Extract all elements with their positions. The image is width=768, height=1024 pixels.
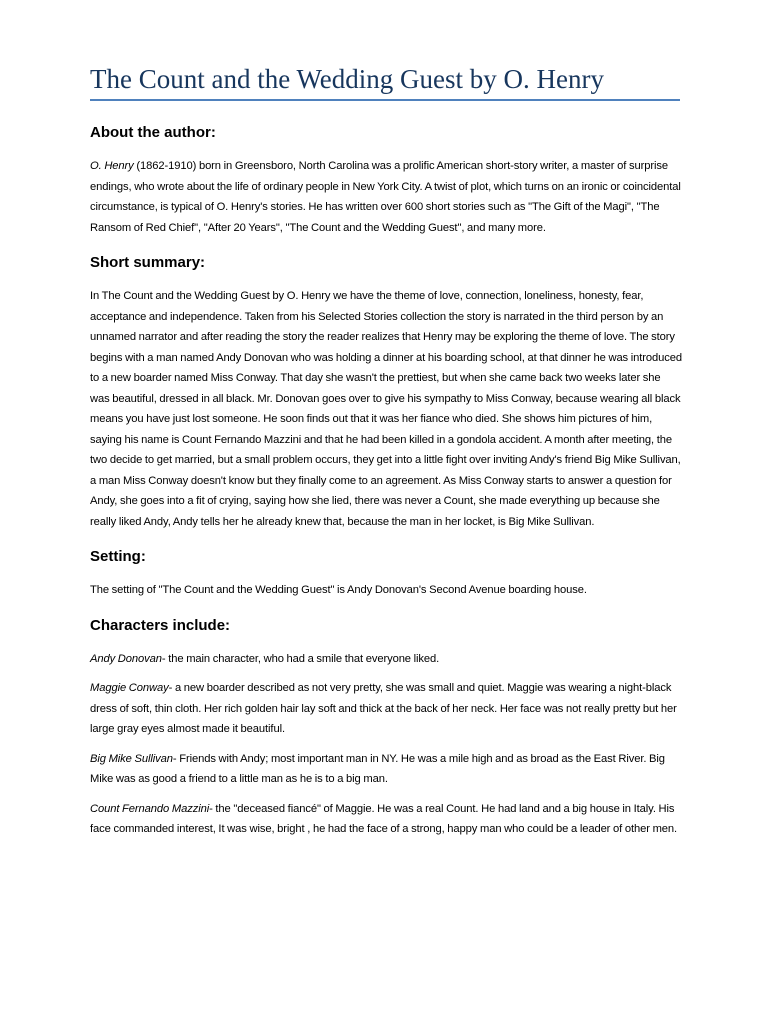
character-name: Big Mike Sullivan bbox=[90, 752, 173, 765]
section-setting bbox=[90, 542, 682, 601]
about-author-text: (1862-1910) born in Greensboro, North Carolina was a prolific American short-story writer, a master of surprise endings, who wrote about the life of ordinary people in New York City. A twist of plot, which turns on an ironic or coincidental circumstance, is typical of O. Henry's stories. He has written over 600 short stories such as "The Gift of the Magi", "The Ransom of Red Chief", "After 20 Years", "The Count and the Wedding Guest", and many more. bbox=[90, 160, 681, 234]
author-name: O. Henry bbox=[90, 160, 134, 172]
heading-short-summary: Short summary: bbox=[90, 254, 206, 271]
character-entry bbox=[90, 649, 682, 670]
character-name: Count Fernando Mazzini bbox=[90, 802, 210, 815]
character-description: - the main character, who had a smile that everyone liked. bbox=[161, 652, 440, 665]
paragraph-short-summary: In The Count and the Wedding Guest by O. Henry we have the theme of love, connection, loneliness, honesty, fear, acceptance and independence. Taken from his Selected Stories collection the story is narrated in the third person by an unnamed narrator and after reading the story the reader realizes that Henry may be exploring the theme of love. The story begins with a man named Andy Donovan who was holding a dinner at his boarding school, at that dinner he was introduced to a new boarder named Miss Conway. That day she wasn't the prettiest, but when she came back two weeks later she was beautiful, dressed in all black. Mr. Donovan goes over to give his sympathy to Miss Conway, because wearing all black means you have just lost someone. He soon finds out that it was her fiance who died. She shows him pictures of him, saying his name is Count Fernando Mazzini and that he had been killed in a gondola accident. A month after meeting, the two decide to get married, but a small problem occurs, they get into a little fight over inviting Andy's friend Big Mike Sullivan, a man Miss Conway doesn't know but they finally come to an agreement. As Miss Conway starts to answer a question for Andy, she goes into a fit of crying, saying how she lied, there was never a Count, she made everything up because she really liked Andy, Andy tells her he already knew that, because the man in her locket, is Big Mike Sullivan. bbox=[90, 290, 683, 528]
heading-about-author: About the author: bbox=[90, 124, 216, 141]
document-title: The Count and the Wedding Guest by O. Henry bbox=[90, 64, 604, 94]
character-entry bbox=[90, 678, 682, 740]
document-body bbox=[90, 118, 682, 840]
paragraph-setting: The setting of "The Count and the Wedding Guest" is Andy Donovan's Second Avenue boarding house. bbox=[90, 584, 587, 596]
character-entry bbox=[90, 799, 682, 840]
section-short-summary bbox=[90, 248, 682, 532]
character-description: - the "deceased fiancé" of Maggie. He was a real Count. He had land and a big house in Italy. His face commanded interest, It was wise, bright , he had the face of a strong, happy man who could be a leader of other men. bbox=[90, 802, 678, 835]
paragraph-about-author bbox=[90, 156, 682, 238]
character-name: Andy Donovan bbox=[90, 652, 162, 665]
character-name: Maggie Conway bbox=[90, 682, 169, 694]
character-entry bbox=[90, 749, 682, 790]
heading-setting: Setting: bbox=[90, 548, 146, 565]
character-description: - Friends with Andy; most important man in NY. He was a mile high and as broad as the East River. Big Mike was as good a friend to a little man as he is to a big man. bbox=[90, 752, 665, 785]
title-underline bbox=[90, 99, 680, 101]
character-description: - a new boarder described as not very pretty, she was small and quiet. Maggie was wearing a night-black dress of soft, thin cloth. Her rich golden hair lay soft and thick at the back of her neck. Her face was not really pretty but her large gray eyes almost made it beautiful. bbox=[90, 682, 677, 735]
section-about-author bbox=[90, 118, 682, 238]
heading-characters: Characters include: bbox=[90, 616, 231, 634]
section-characters bbox=[90, 611, 682, 840]
